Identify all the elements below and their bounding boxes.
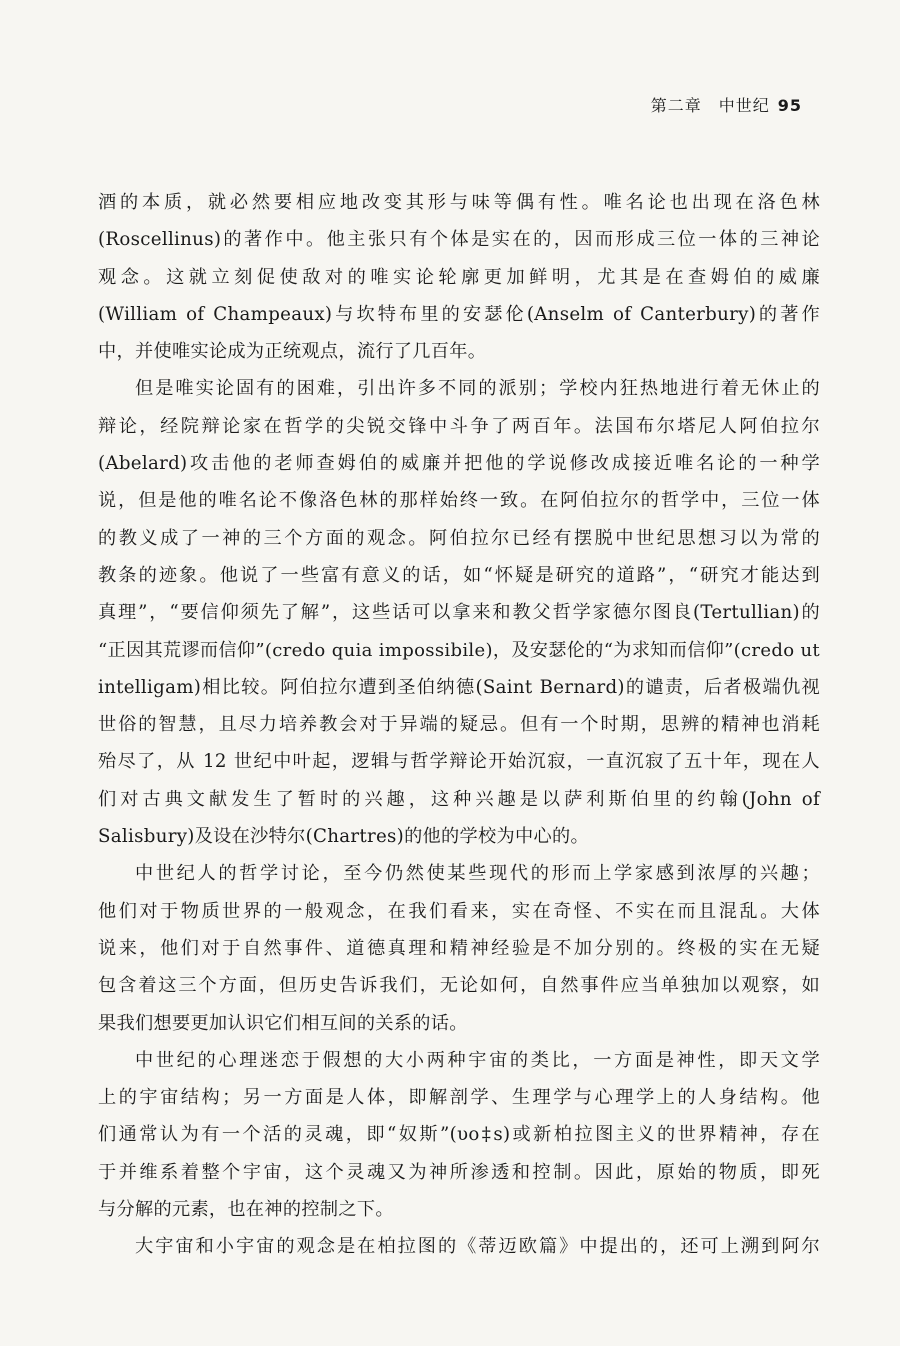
paragraph-1 [98, 184, 820, 370]
paragraph-3 [98, 855, 820, 1041]
text-line: 中，并使唯实论成为正统观点，流行了几百年。 [98, 341, 487, 363]
text-line: intelligam)相比较。阿伯拉尔遭到圣伯纳德(Saint Bernard)的谴责，后者极端仇视 [98, 676, 820, 698]
text-line: 中世纪的心理迷恋于假想的大小两种宇宙的类比，一方面是神性，即天文学 [135, 1049, 820, 1071]
text-line: 与分解的元素，也在神的控制之下。 [98, 1199, 394, 1221]
text-line: 果我们想要更加认识它们相互间的关系的话。 [98, 1012, 468, 1034]
text-line: 于并维系着整个宇宙，这个灵魂又为神所渗透和控制。因此，原始的物质，即死 [98, 1161, 820, 1183]
text-line: 他们对于物质世界的一般观念，在我们看来，实在奇怪、不实在而且混乱。大体 [98, 900, 820, 922]
text-line: 殆尽了，从 12 世纪中叶起，逻辑与哲学辩论开始沉寂，一直沉寂了五十年，现在人 [98, 751, 820, 773]
text-line: 真理”，“要信仰须先了解”，这些话可以拿来和教父哲学家德尔图良(Tertullian)的 [98, 602, 820, 624]
text-line: 酒的本质，就必然要相应地改变其形与味等偶有性。唯名论也出现在洛色林 [98, 192, 820, 213]
paragraph-5 [98, 1228, 820, 1265]
text-line: Salisbury)及设在沙特尔(Chartres)的他的学校为中心的。 [98, 826, 589, 848]
text-line: 上的宇宙结构；另一方面是人体，即解剖学、生理学与心理学上的人身结构。他 [98, 1087, 820, 1109]
text-line: 世俗的智慧，且尽力培养教会对于异端的疑忌。但有一个时期，思辨的精神也消耗 [98, 714, 820, 736]
text-line: (Roscellinus)的著作中。他主张只有个体是实在的，因而形成三位一体的三神论 [98, 229, 820, 251]
chapter-title: 第二章 中世纪 [650, 96, 770, 115]
page-body [98, 184, 820, 1266]
text-line: 大宇宙和小宇宙的观念是在柏拉图的《蒂迈欧篇》中提出的，还可上溯到阿尔 [135, 1236, 820, 1258]
text-line: 辩论，经院辩论家在哲学的尖锐交锋中斗争了两百年。法国布尔塔尼人阿伯拉尔 [98, 415, 820, 437]
text-line: 中世纪人的哲学讨论，至今仍然使某些现代的形而上学家感到浓厚的兴趣； [135, 863, 820, 885]
paragraph-2 [98, 370, 820, 855]
text-line: 的教义成了一神的三个方面的观念。阿伯拉尔已经有摆脱中世纪思想习以为常的 [98, 527, 820, 549]
text-line: (Abelard)攻击他的老师查姆伯的威廉并把他的学说修改成接近唯名论的一种学 [98, 453, 820, 475]
text-line: “正因其荒谬而信仰”(credo quia impossibile)，及安瑟伦的“为求知而信仰”(credo ut [98, 639, 820, 661]
text-line: 们对古典文献发生了暂时的兴趣，这种兴趣是以萨利斯伯里的约翰(John of [98, 788, 820, 810]
text-line: 说来，他们对于自然事件、道德真理和精神经验是不加分别的。终极的实在无疑 [98, 937, 820, 959]
text-line: 但是唯实论固有的困难，引出许多不同的派别；学校内狂热地进行着无休止的 [135, 378, 820, 400]
text-line: (William of Champeaux)与坎特布里的安瑟伦(Anselm of Canterbury)的著作 [98, 303, 820, 325]
page-number: 95 [777, 96, 802, 115]
text-line: 观念。这就立刻促使敌对的唯实论轮廓更加鲜明，尤其是在查姆伯的威廉 [98, 266, 820, 288]
text-line: 说，但是他的唯名论不像洛色林的那样始终一致。在阿伯拉尔的哲学中，三位一体 [98, 490, 820, 512]
paragraph-4 [98, 1042, 820, 1228]
running-head [651, 93, 802, 116]
text-line: 们通常认为有一个活的灵魂，即“奴斯”(υο‡s)或新柏拉图主义的世界精神，存在 [98, 1124, 820, 1146]
text-line: 教条的迹象。他说了一些富有意义的话，如“怀疑是研究的道路”，“研究才能达到 [98, 564, 820, 586]
text-line: 包含着这三个方面，但历史告诉我们，无论如何，自然事件应当单独加以观察，如 [98, 975, 820, 997]
